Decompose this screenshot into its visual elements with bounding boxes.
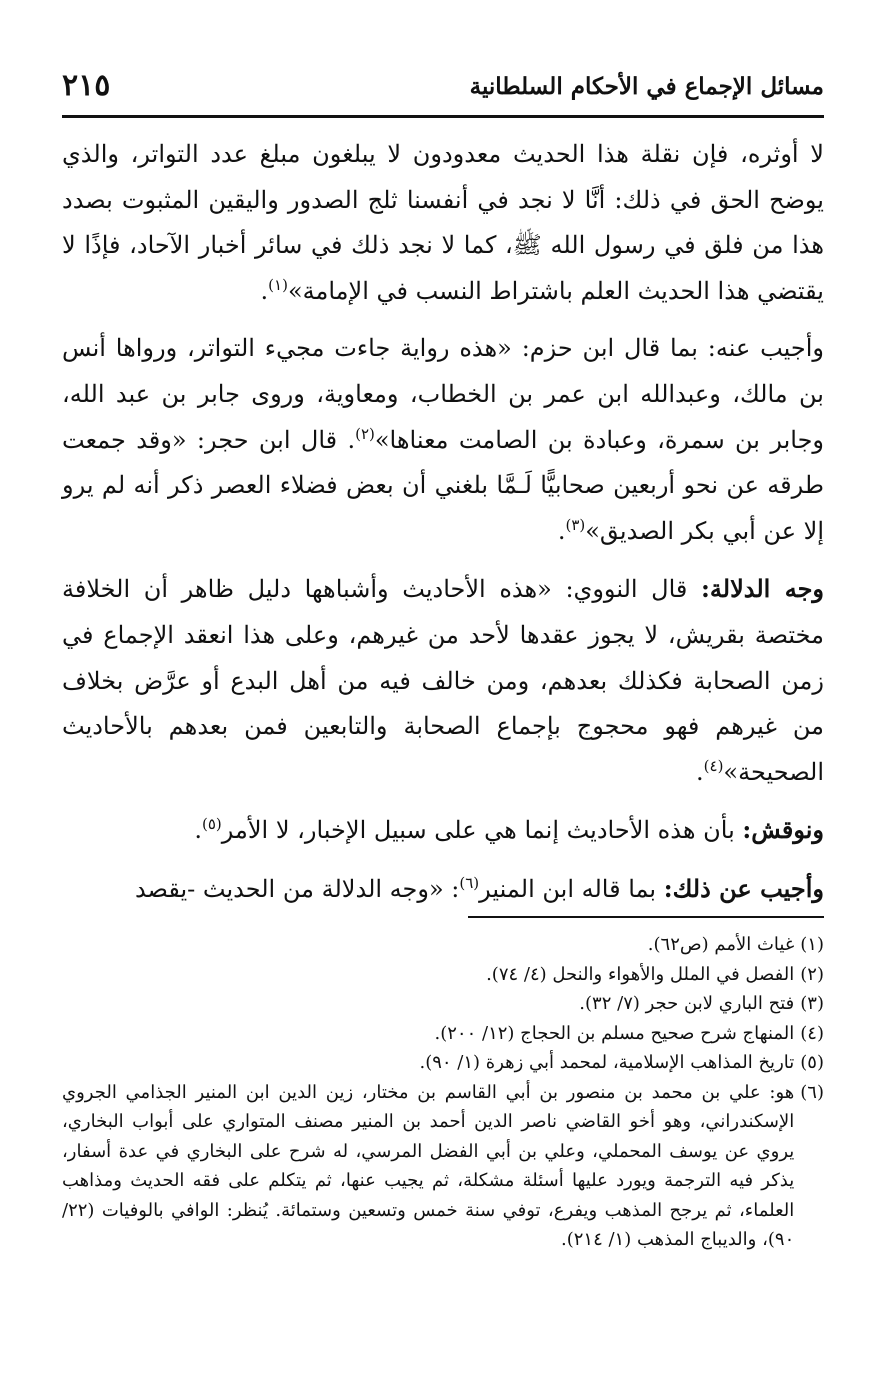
- footnote-number: (١): [800, 934, 824, 955]
- footnote-text: المنهاج شرح صحيح مسلم بن الحجاج (١٢/ ٢٠٠).: [434, 1022, 795, 1044]
- paragraph-text: بأن هذه الأحاديث إنما هي على سبيل الإخبار، لا الأمر: [221, 816, 743, 845]
- paragraph-text: : «وجه الدلالة من الحديث -يقصد: [134, 874, 460, 903]
- footnote-number: (٣): [800, 993, 824, 1014]
- footnote-number: (٢): [800, 963, 824, 985]
- page-number: ٢١٥: [62, 68, 111, 103]
- paragraph-lead: ونوقش:: [742, 815, 824, 845]
- footnote-number: (٥): [800, 1052, 824, 1073]
- paragraph-lead: وجه الدلالة:: [701, 574, 825, 604]
- paragraph: [62, 326, 824, 554]
- footnote-ref[interactable]: (٣): [565, 515, 586, 534]
- footnote: [62, 960, 824, 990]
- paragraph-text: قال النووي: «هذه الأحاديث وأشباهها دليل ظاهر أن الخلافة مختصة بقريش، لا يجوز عقدها لأحد من غيرهم، وعلى هذا انعقد الإجماع في زمن الصحابة فكذلك بعدهم، ومن خالف فيه من أهل البدع أو عرَّض بخلاف من غيرهم فهو محجوج بإجماع الصحابة والتابعين فمن بعدهم بالأحاديث الصحيحة»: [62, 575, 824, 786]
- paragraph-text: .: [194, 816, 202, 845]
- footnote: [62, 1019, 824, 1049]
- paragraph-text: وأجيب عنه: بما قال ابن حزم: «هذه رواية جاءت مجيء التواتر، ورواها أنس بن مالك، وعبدالله ابن عمر بن الخطاب، ومعاوية، وروى جابر بن عبد الله، وجابر بن سمرة، وعبادة بن الصامت معناها»: [62, 334, 824, 454]
- footnote-separator: [468, 916, 824, 918]
- footnote-ref[interactable]: (٢): [355, 424, 375, 443]
- footnote-number: (٤): [800, 1022, 824, 1044]
- paragraph-text: لا أوثره، فإن نقلة هذا الحديث معدودون لا يبلغون مبلغ عدد التواتر، والذي يوضح الحق في ذلك: أنَّا لا نجد في أنفسنا ثلج الصدور واليقين المثبوت بصدد هذا من فلق في رسول الله ﷺ، كما لا نجد ذلك في سائر أخبار الآحاد، فإذًا لا يقتضي هذا الحديث العلم باشتراط النسب في الإمامة»: [62, 140, 824, 305]
- paragraph-text: . قال ابن حجر: «وقد جمعت طرقه عن نحو أربعين صحابيًّا لَـمَّا بلغني أن بعض فضلاء العصر ذكر أنه لم يرو إلا عن أبي بكر الصديق»: [62, 425, 824, 545]
- footnotes: [62, 930, 824, 1255]
- footnote-text: هو: علي بن محمد بن منصور بن أبي القاسم بن مختار، زين الدين ابن المنير الجذامي الجروي الإسكندراني، وهو أخو القاضي ناصر الدين أحمد بن المنير مصنف المتواري على أبواب البخاري، يروي عن يوسف المحملي، وعلي بن أبي الفضل المرسي، له شرح على البخاري في عدة أسفار، يذكر فيه الترجمة ويورد عليها أسئلة مشكلة، ثم يجيب عنها، ثم يتكلم على فقه الحديث ومذاهب العلماء، ثم يرجح المذهب ويفرع، توفي سنة خمس وتسعين وستمائة. يُنظر: الوافي بالوفيات (٢٢/ ٩٠)، والديباج المذهب (١/ ٢١٤).: [62, 1081, 795, 1250]
- paragraph-text: .: [557, 516, 566, 545]
- paragraph: [62, 132, 824, 314]
- footnote: [62, 989, 824, 1019]
- footnote-text: غياث الأمم (ص٦٢).: [647, 934, 795, 955]
- footnote-ref[interactable]: (٥): [201, 815, 222, 834]
- paragraph: [62, 866, 824, 913]
- paragraph: [62, 807, 824, 854]
- paragraph-text: .: [696, 757, 704, 786]
- footnote-number: (٦): [800, 1081, 824, 1103]
- footnote: [62, 1078, 824, 1255]
- footnote: [62, 1048, 824, 1078]
- paragraph-lead: وأجيب عن ذلك:: [663, 873, 824, 903]
- paragraph-text: .: [260, 276, 269, 305]
- footnote-text: الفصل في الملل والأهواء والنحل (٤/ ٧٤).: [486, 963, 795, 985]
- main-text: [62, 132, 824, 925]
- footnote: [62, 930, 824, 960]
- footnote-ref[interactable]: (٤): [703, 756, 724, 775]
- footnote-ref[interactable]: (١): [268, 275, 288, 294]
- paragraph-text: بما قاله ابن المنير: [479, 874, 664, 903]
- footnote-ref[interactable]: (٦): [459, 873, 480, 892]
- footnote-text: فتح الباري لابن حجر (٧/ ٣٢).: [579, 993, 795, 1014]
- paragraph: [62, 566, 824, 795]
- header-rule: [62, 115, 824, 118]
- page-header: [62, 66, 824, 118]
- running-title: مسائل الإجماع في الأحكام السلطانية: [469, 73, 824, 100]
- footnote-text: تاريخ المذاهب الإسلامية، لمحمد أبي زهرة (١/ ٩٠).: [419, 1052, 795, 1073]
